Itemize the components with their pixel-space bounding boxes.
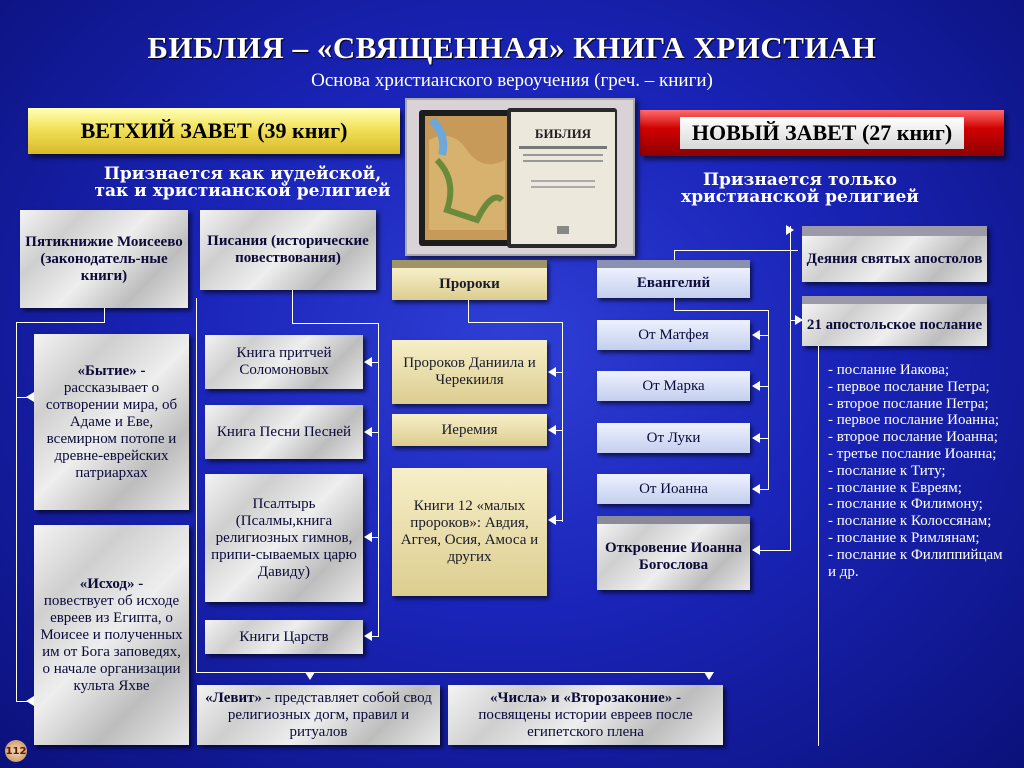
arrow-icon [305, 672, 315, 680]
daniel-ezekiel-box: Пророков Даниила и Черекииля [392, 340, 547, 404]
arrow-icon [752, 545, 760, 555]
arrow-icon [786, 225, 794, 235]
new-testament-note-line1: Признается только [702, 170, 898, 190]
connector-line [16, 322, 105, 323]
connector-line [790, 226, 791, 550]
new-testament-note [670, 172, 930, 206]
connector-line [468, 300, 469, 322]
old-testament-note-line1: Признается как иудейской, [103, 164, 382, 184]
bible-book-image [405, 98, 635, 256]
epistle-item: - послание к Евреям; [828, 479, 962, 496]
epistles-header-box: 21 апостольское послание [802, 296, 987, 346]
arrow-icon [704, 672, 714, 680]
epistle-item: - второе послание Иоанна; [828, 429, 998, 446]
arrow-icon [548, 515, 556, 525]
epistle-item: - третье послание Иоанна; [828, 445, 997, 462]
connector-line [818, 346, 819, 746]
connector-line [674, 298, 675, 310]
gospel-matthew-box: От Матфея [597, 320, 750, 350]
bible-book-illustration [407, 100, 633, 254]
connector-line [292, 323, 378, 324]
epistle-item: - послание к Филимону; [828, 496, 983, 513]
exodus-title: «Исход» - [79, 575, 144, 592]
gospel-luke-box: От Луки [597, 423, 750, 453]
epistle-item: - второе послание Петра; [828, 395, 989, 412]
minor-prophets-box: Книги 12 «малых пророков»: Авдия, Аггея, Осия, Амоса и других [392, 468, 547, 596]
epistle-item: и др. [828, 563, 859, 580]
connector-line [196, 672, 709, 673]
epistle-item: - первое послание Иоанна; [828, 412, 1000, 429]
book-cover-title: БИБЛИЯ [534, 126, 592, 141]
numbers-title: «Числа» и «Второзаконие» - [489, 689, 682, 706]
genesis-title: «Бытие» - [77, 362, 146, 379]
old-testament-banner: ВЕТХИЙ ЗАВЕТ (39 книг) [28, 108, 400, 154]
leviticus-text: представляет собой свод религиозных догм, правил и ритуалов [227, 689, 432, 740]
connector-line [758, 550, 791, 551]
gospel-mark-box: От Марка [597, 371, 750, 401]
connector-line [378, 323, 379, 636]
arrow-icon [364, 427, 372, 437]
pentateuch-box: Пятикнижие Моисеево (законодатель-ные книги) [20, 210, 188, 308]
numbers-deuteronomy-box [448, 685, 723, 745]
arrow-icon [795, 315, 803, 325]
connector-line [104, 308, 105, 322]
old-testament-note-line2: так и христианской религией [94, 181, 391, 201]
psalms-box: Псалтырь (Псалмы,книга религиозных гимнов, припи-сываемых царю Давиду) [205, 474, 363, 602]
epistle-item: - послание к Филиппийцам [828, 546, 1003, 563]
arrow-icon [752, 330, 760, 340]
arrow-icon [752, 381, 760, 391]
epistle-item: - послание Иакова; [828, 362, 950, 378]
new-testament-banner-label: НОВЫЙ ЗАВЕТ (27 книг) [680, 117, 964, 149]
genesis-box [34, 334, 189, 510]
arrow-icon [26, 392, 34, 402]
prophets-box: Пророки [392, 260, 547, 300]
connector-line [674, 310, 769, 311]
connector-line [16, 322, 17, 702]
leviticus-box [197, 685, 440, 745]
arrow-icon [548, 367, 556, 377]
arrow-icon [26, 696, 34, 706]
arrow-icon [364, 357, 372, 367]
epistle-item: - первое послание Петра; [828, 378, 990, 395]
connector-line [674, 250, 675, 260]
epistle-item: - послание к Колоссянам; [828, 513, 992, 530]
gospel-john-box: От Иоанна [597, 474, 750, 504]
song-of-songs-box: Книга Песни Песней [205, 405, 363, 459]
exodus-text: повествует об исходе евреев из Египта, о Моисее и полученных им от Бога заповедях, о начале организации культа Яхве [40, 592, 183, 694]
page-title: БИБЛИЯ – «СВЯЩЕННАЯ» КНИГА ХРИСТИАН [147, 30, 877, 65]
epistle-item: - послание к Титу; [828, 462, 946, 479]
epistle-item: - послание к Римлянам; [828, 529, 980, 546]
connector-line [790, 250, 798, 251]
proverbs-box: Книга притчей Соломоновых [205, 335, 363, 389]
leviticus-title: «Левит» - [205, 689, 271, 706]
page-subtitle: Основа христианского вероучения (греч. – книги) [311, 70, 713, 91]
writings-box: Писания (исторические повествования) [200, 210, 376, 290]
connector-line [196, 298, 197, 672]
acts-box: Деяния святых апостолов [802, 226, 987, 282]
exodus-box [34, 525, 189, 745]
connector-line [468, 322, 563, 323]
new-testament-banner [640, 110, 1004, 156]
epistles-list [828, 362, 1018, 580]
gospel-box: Евангелий [597, 260, 750, 298]
arrow-icon [752, 484, 760, 494]
jeremiah-box: Иеремия [392, 414, 547, 446]
page-number-badge: 112 [5, 740, 27, 762]
connector-line [562, 322, 563, 522]
arrow-icon [752, 433, 760, 443]
genesis-text: рассказывает о сотворении мира, об Адаме и Еве, всемирном потопе и древне-еврейских патриархах [45, 379, 178, 481]
revelation-box: Откровение Иоанна Богослова [597, 516, 750, 590]
connector-line [674, 250, 790, 251]
arrow-icon [364, 532, 372, 542]
old-testament-note [80, 166, 405, 200]
connector-line [292, 290, 293, 324]
arrow-icon [548, 425, 556, 435]
numbers-text: посвящены истории евреев после египетского плена [478, 706, 693, 740]
connector-line [768, 310, 769, 490]
new-testament-note-line2: христианской религией [681, 187, 919, 207]
kings-box: Книги Царств [205, 620, 363, 654]
arrow-icon [364, 631, 372, 641]
